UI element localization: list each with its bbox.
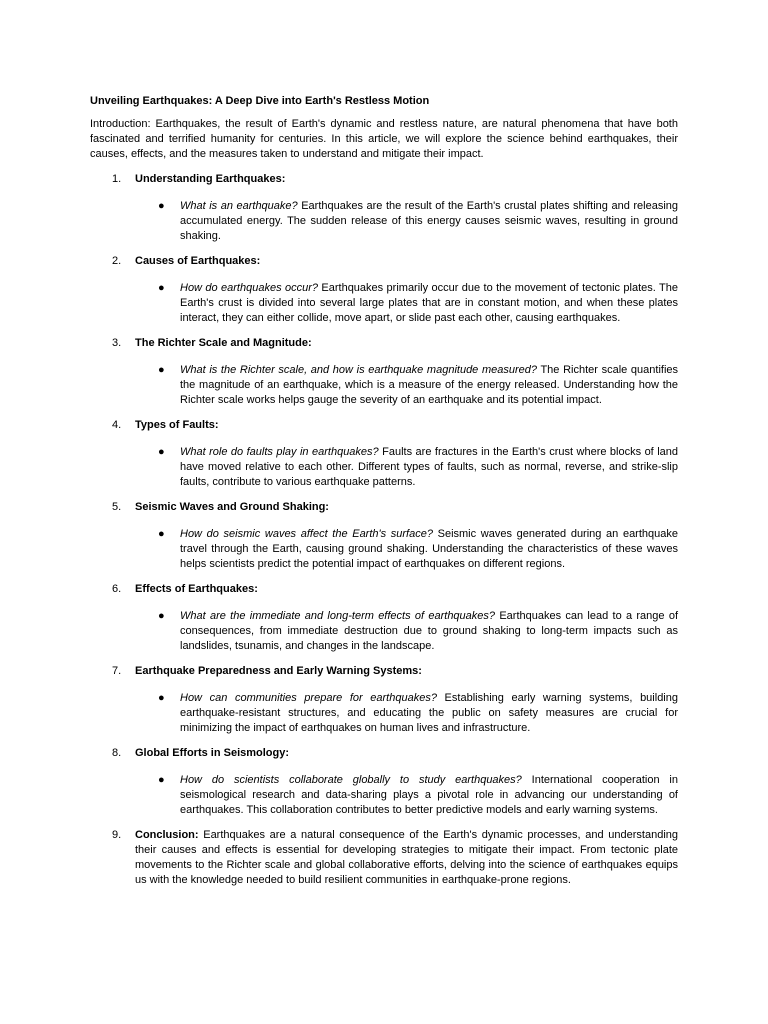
bullet-question: How can communities prepare for earthquakes? [180,692,437,704]
bullet-answer: Seismic waves generated during an earthquake travel through the Earth, causing ground shaking. Understanding the characteristics of these waves helps scientists predict the potential impact of earthquakes on different regions. [180,528,678,570]
section-heading: Seismic Waves and Ground Shaking: [135,501,329,513]
section-heading: Understanding Earthquakes: [135,173,286,185]
section-item [90,172,678,244]
bullet-answer: Earthquakes primarily occur due to the movement of tectonic plates. The Earth's crust is divided into several large plates that are in constant motion, and when these plates interact, they can either collide, move apart, or slide past each other, causing earthquakes. [180,282,678,324]
bullet-question: What are the immediate and long-term effects of earthquakes? [180,610,496,622]
section-number: 6. [112,583,122,595]
bullet-item [158,609,678,654]
bullet-item [158,199,678,244]
bullet-item [158,445,678,490]
section-number: 9. [112,829,122,841]
bullet-answer: International cooperation in seismological research and data-sharing plays a pivotal role in advancing our understanding of earthquakes. This collaboration contributes to better predictive models and early warning systems. [180,774,678,816]
section-number: 8. [112,747,122,759]
section-number: 3. [112,337,122,349]
conclusion-item [90,828,678,888]
section-item [90,582,678,654]
section-heading: Causes of Earthquakes: [135,255,261,267]
bullet-answer: Establishing early warning systems, building earthquake-resistant structures, and educating the public on safety measures are crucial for minimizing the impact of earthquakes on human lives and infrastructure. [180,692,678,734]
section-item [90,746,678,818]
section-number: 5. [112,501,122,513]
bullet-icon: ● [158,446,165,458]
section-number: 7. [112,665,122,677]
section-item [90,500,678,572]
conclusion-text: Earthquakes are a natural consequence of the Earth's dynamic processes, and understanding their causes and effects is essential for developing strategies to mitigate their impact. From tectonic plate movements to the Richter scale and global collaborative efforts, delving into the science of earthquakes equips us with the knowledge needed to build resilient communities in earthquake-prone regions. [135,829,678,886]
bullet-icon: ● [158,528,165,540]
bullet-answer: Earthquakes are the result of the Earth's crustal plates shifting and releasing accumulated energy. The sudden release of this energy causes seismic waves, resulting in ground shaking. [180,200,678,242]
section-number: 2. [112,255,122,267]
bullet-question: What is the Richter scale, and how is earthquake magnitude measured? [180,364,537,376]
section-number: 4. [112,419,122,431]
bullet-item [158,363,679,408]
section-item [90,254,678,326]
section-item [90,418,678,490]
section-heading: Types of Faults: [135,419,219,431]
introduction-paragraph: Introduction: Earthquakes, the result of Earth's dynamic and restless nature, are natural phenomena that have both fascinated and terrified humanity for centuries. In this article, we will explore the science behind earthquakes, their causes, effects, and the measures taken to understand and mitigate their impact. [90,118,678,160]
section-heading: Global Efforts in Seismology: [135,747,290,759]
bullet-icon: ● [158,774,165,786]
bullet-icon: ● [158,610,165,622]
conclusion-label: Conclusion: [135,829,199,841]
bullet-icon: ● [158,692,165,704]
bullet-answer: The Richter scale quantifies the magnitude of an earthquake, which is a measure of the energy released. Understanding how the Richter scale works helps gauge the severity of an earthquake and its potential impact. [180,364,679,406]
bullet-item [158,773,678,818]
section-item [90,664,678,736]
section-number: 1. [112,173,122,185]
bullet-icon: ● [158,364,165,376]
section-heading: The Richter Scale and Magnitude: [135,337,312,349]
bullet-question: What role do faults play in earthquakes? [180,446,379,458]
bullet-question: How do scientists collaborate globally to study earthquakes? [180,774,522,786]
section-item [90,336,678,408]
bullet-item [158,281,678,326]
bullet-icon: ● [158,200,165,212]
section-list [90,172,678,898]
bullet-question: How do seismic waves affect the Earth's surface? [180,528,433,540]
bullet-answer: Faults are fractures in the Earth's crust where blocks of land have moved relative to each other. Different types of faults, such as normal, reverse, and strike-slip faults, contribute to various earthquake patterns. [180,446,678,488]
bullet-question: How do earthquakes occur? [180,282,318,294]
bullet-item [158,527,678,572]
bullet-item [158,691,678,736]
section-heading: Earthquake Preparedness and Early Warning Systems: [135,665,422,677]
bullet-answer: Earthquakes can lead to a range of consequences, from immediate destruction due to ground shaking to long-term impacts such as landslides, tsunamis, and changes in the landscape. [180,610,678,652]
section-heading: Effects of Earthquakes: [135,583,258,595]
document-title: Unveiling Earthquakes: A Deep Dive into Earth's Restless Motion [90,95,430,107]
bullet-question: What is an earthquake? [180,200,298,212]
conclusion-paragraph [135,828,678,888]
bullet-icon: ● [158,282,165,294]
